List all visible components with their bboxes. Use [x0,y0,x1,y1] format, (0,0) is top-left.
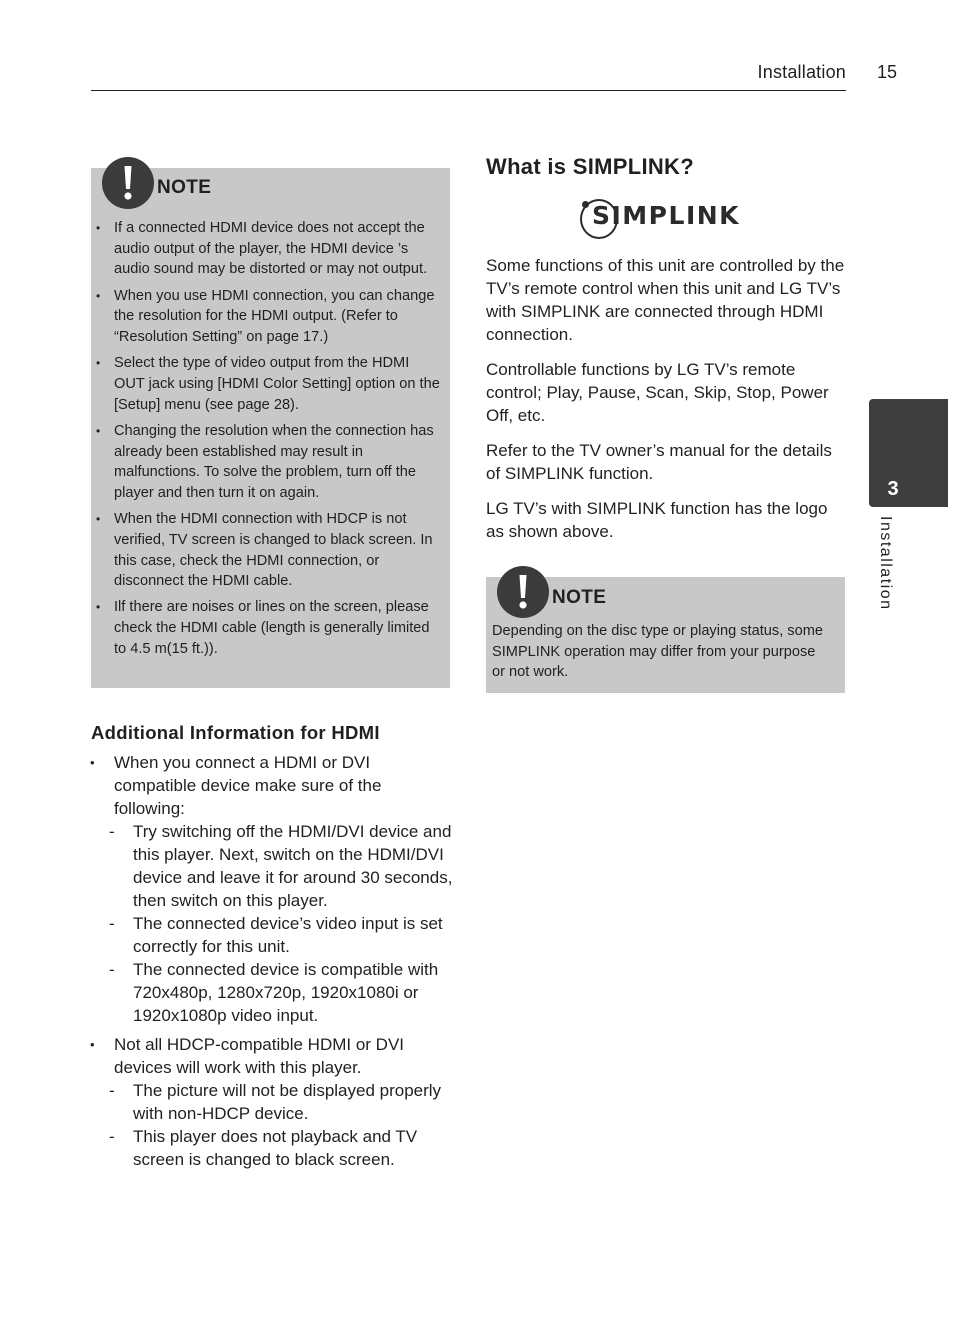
page-number: 15 [876,62,898,82]
note-item: • When you use HDMI connection, you can change the resolution for the HDMI output. (Refer to “Resolution Setting” on page 17.) [91,286,441,348]
simplink-logo [580,197,752,241]
sub-list-item: - This player does not playback and TV screen is changed to black screen. [114,1125,456,1171]
simplink-paragraph: Refer to the TV owner’s manual for the details of SIMPLINK function. [486,441,832,483]
note-list-hdmi [91,218,441,665]
sub-list-item: - The connected device is compatible with 720x480p, 1280x720p, 1920x1080i or 1920x1080p video input. [114,958,456,1027]
simplink-paragraph: Some functions of this unit are controlled by the TV’s remote control when this unit and LG TV’s with SIMPLINK are connected through HDMI connection. [486,256,845,344]
sub-list-item: - The connected device’s video input is set correctly for this unit. [114,912,456,958]
list-item-text: When you connect a HDMI or DVI compatible device make sure of the following: [114,753,382,818]
section-heading-additional-info: Additional Information for HDMI [91,722,380,743]
sub-list-item: - The picture will not be displayed properly with non-HDCP device. [114,1079,456,1125]
note-item: • Changing the resolution when the connection has already been established may result in malfunctions. To solve the problem, turn off the player and then turn it on again. [91,421,441,504]
chapter-label-text: Installation [877,516,894,611]
list-item [91,1033,456,1171]
exclamation-icon [102,157,154,209]
header-rule [91,90,846,91]
simplink-paragraph: Controllable functions by LG TV’s remote control; Play, Pause, Scan, Skip, Stop, Power Off, etc. [486,360,829,425]
chapter-number: 3 [887,478,899,500]
simplink-logo-text: SIMPLINK [592,201,741,230]
sub-list [114,1079,456,1171]
list-item [91,751,456,1027]
running-header-section: Installation [757,62,846,82]
note-text: Depending on the disc type or playing status, some SIMPLINK operation may differ from your purpose or not work. [492,623,823,681]
note-item: • Select the type of video output from the HDMI OUT jack using [HDMI Color Setting] option on the [Setup] menu (see page 28). [91,353,441,415]
note-title: NOTE [552,587,607,608]
sub-list [114,820,456,1027]
note-item: • Ilf there are noises or lines on the screen, please check the HDMI cable (length is generally limited to 4.5 m(15 ft.)). [91,597,441,659]
list-item-text: Not all HDCP-compatible HDMI or DVI devices will work with this player. [114,1035,405,1077]
sub-list-item: - Try switching off the HDMI/DVI device and this player. Next, switch on the HDMI/DVI device and leave it for around 30 seconds, then switch on this player. [114,820,456,912]
simplink-paragraph: LG TV’s with SIMPLINK function has the logo as shown above. [486,499,828,541]
exclamation-icon [497,566,549,618]
note-item: • If a connected HDMI device does not accept the audio output of the player, the HDMI device ’s audio sound may be distorted or may not output. [91,218,441,280]
chapter-label [876,516,906,616]
additional-info-list [91,751,456,1177]
section-heading-simplink: What is SIMPLINK? [486,154,694,179]
note-item: • When the HDMI connection with HDCP is not verified, TV screen is changed to black screen. In this case, check the HDMI connection, or disconnect the HDMI cable. [91,509,441,592]
simplink-logo-dot [582,201,589,208]
note-title: NOTE [157,177,212,198]
